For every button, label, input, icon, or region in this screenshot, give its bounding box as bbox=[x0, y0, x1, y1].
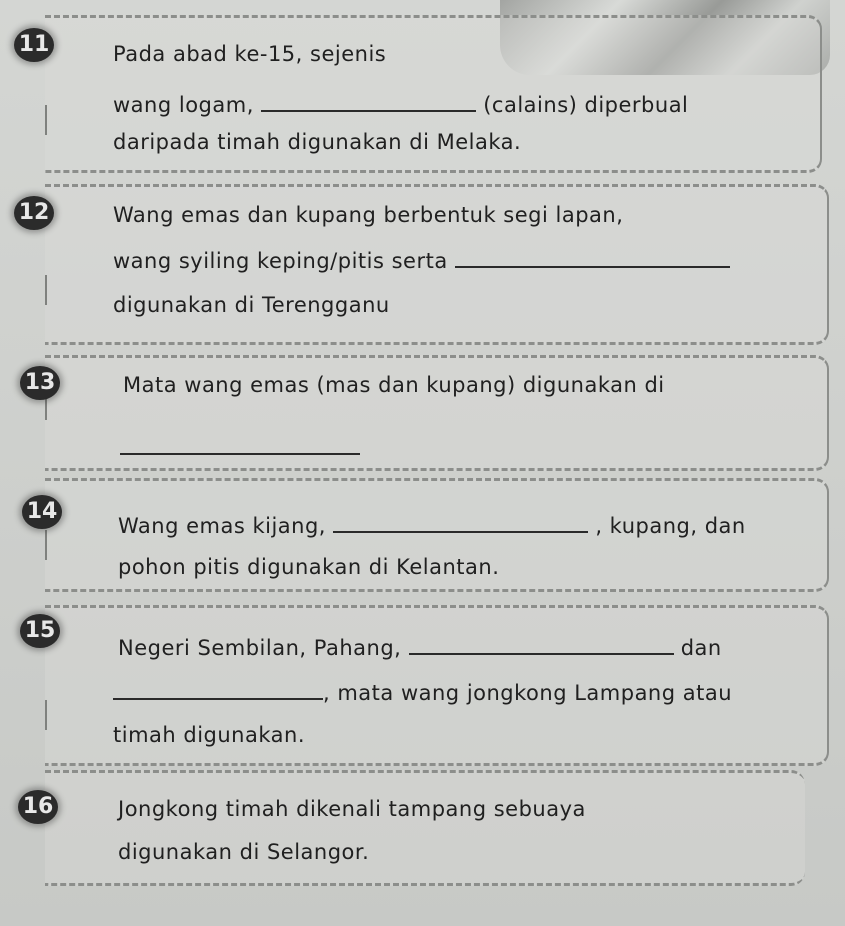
question-number-12: 12 bbox=[14, 196, 54, 230]
question-11-line-3: daripada timah digunakan di Melaka. bbox=[113, 130, 522, 154]
divider bbox=[45, 275, 47, 305]
question-15-line-3: timah digunakan. bbox=[113, 723, 306, 747]
answer-blank-14[interactable] bbox=[333, 513, 588, 533]
question-16-line-1: Jongkong timah dikenali tampang sebuaya bbox=[118, 797, 586, 821]
question-15-line-2-after: , mata wang jongkong Lampang atau bbox=[323, 681, 733, 705]
question-11-line-2 bbox=[113, 92, 688, 117]
question-13-line-2 bbox=[120, 435, 360, 460]
question-number-15: 15 bbox=[20, 614, 60, 648]
answer-blank-13[interactable] bbox=[120, 435, 360, 455]
question-15-text-after: dan bbox=[673, 636, 722, 660]
question-16-line-2: digunakan di Selangor. bbox=[118, 840, 370, 864]
question-11-text-before: wang logam, bbox=[113, 93, 262, 117]
question-14-text-before: Wang emas kijang, bbox=[118, 514, 334, 538]
question-12-line-2 bbox=[113, 248, 730, 273]
answer-blank-12[interactable] bbox=[455, 248, 730, 268]
answer-blank-15b[interactable] bbox=[113, 680, 323, 700]
answer-blank-15a[interactable] bbox=[409, 635, 674, 655]
question-number-13: 13 bbox=[20, 366, 60, 400]
question-13-line-1: Mata wang emas (mas dan kupang) digunakan di bbox=[123, 373, 665, 397]
question-number-11: 11 bbox=[14, 28, 54, 62]
question-number-16: 16 bbox=[18, 790, 58, 824]
divider bbox=[45, 700, 47, 730]
question-number-14: 14 bbox=[22, 495, 62, 529]
question-12-line-1: Wang emas dan kupang berbentuk segi lapan, bbox=[113, 203, 624, 227]
question-12-line-3: digunakan di Terengganu bbox=[113, 293, 390, 317]
question-15-text-before: Negeri Sembilan, Pahang, bbox=[118, 636, 409, 660]
question-14-text-after: , kupang, dan bbox=[588, 514, 746, 538]
question-11-line-1: Pada abad ke-15, sejenis bbox=[113, 42, 387, 66]
question-15-line-2 bbox=[113, 680, 732, 705]
question-12-text-before: wang syiling keping/pitis serta bbox=[113, 249, 455, 273]
question-box-16 bbox=[45, 770, 805, 886]
question-14-line-1 bbox=[118, 513, 746, 538]
divider bbox=[45, 105, 47, 135]
question-11-text-after: (calains) diperbual bbox=[476, 93, 689, 117]
divider bbox=[45, 530, 47, 560]
question-14-line-2: pohon pitis digunakan di Kelantan. bbox=[118, 555, 500, 579]
answer-blank-11[interactable] bbox=[261, 92, 476, 112]
question-15-line-1 bbox=[118, 635, 722, 660]
